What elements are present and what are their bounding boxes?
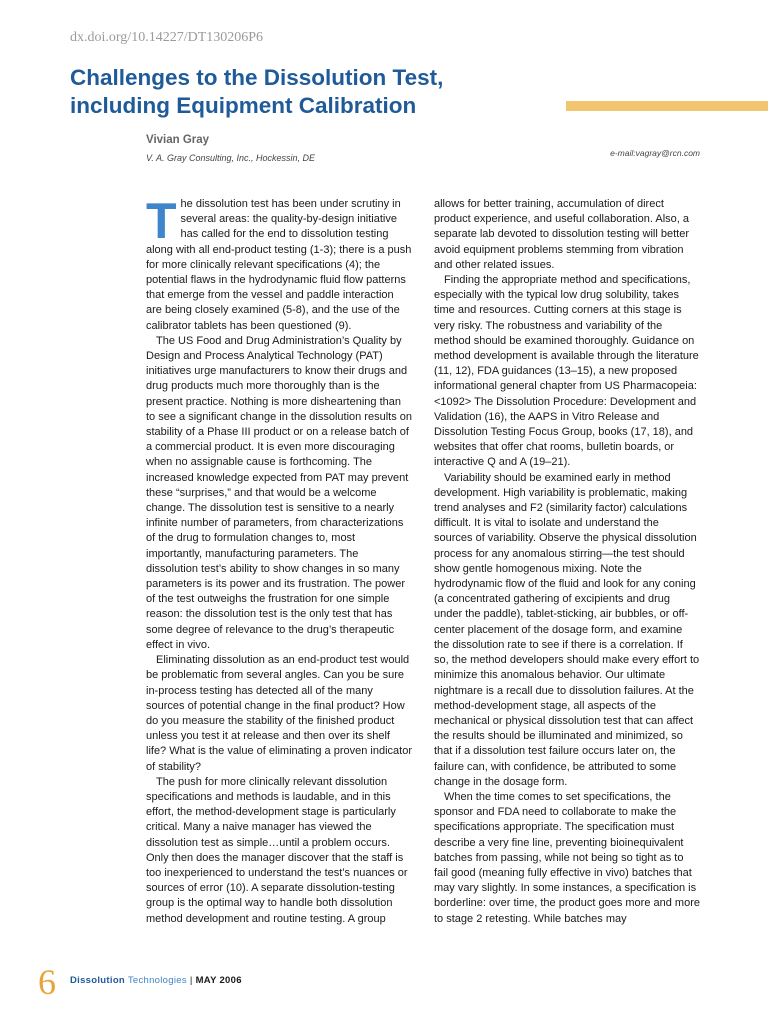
author-name: Vivian Gray bbox=[146, 134, 210, 146]
journal-name-technologies: Technologies bbox=[127, 975, 187, 986]
title-line-1: Challenges to the Dissolution Test, bbox=[70, 65, 444, 90]
paragraph: The dissolution test has been under scrutiny in several areas: the quality-by-design initiative has called for the end to dissolution testing along with all end-product testing (1-3); there is a push for more clinically relevant specifications (4); the potential flaws in the hydrodynamic fluid flow patterns that emerge from the vessel and paddle interaction are being closely examined (5-8), and the use of the calibrator tablets has been questioned (9). bbox=[146, 193, 412, 332]
paragraph: The push for more clinically relevant dissolution specifications and methods is laudable, and in this effort, the method-development stage is particularly critical. Many a naive manager has viewed the dissolution test as simple…until a problem occurs. Only then does the manager discover that the staff is too inexperienced to understand the test’s nuances or sources of error (10). A separate dissolution-testing group is the optimal way to handle both dissolution method development and routine testing. A group bbox=[146, 775, 408, 925]
body-column-left bbox=[146, 193, 412, 927]
paragraph: Variability should be examined early in method development. High variability is problematic, making trend analyses and F2 (similarity factor) calculations difficult. It is vital to isolate and understand the sources of variability. Observe the physical dissolution process for any anomalous stirring—the test should show gentle homogenous mixing. Note the hydrodynamic flow of the fluid and look for any coning (a concentrated gathering of excipients and drug under the paddle), tablet-sticking, air bubbles, or off-center placement of the dosage form, and examine the dissolution rate to see if there is a correlation. If so, the method developers should make every effort to minimize this anomalous behavior. Our ultimate nightmare is a recall due to dissolution failures. At the method-development stage, all aspects of the mechanical or physical dissolution test that can affect the results should be illuminated and minimized, so that if a dissolution test failure occurs later on, the failure can, with confidence, be attributed to some change in the dosage form. bbox=[434, 471, 700, 788]
paragraph: Eliminating dissolution as an end-product test would be problematic from several angles. Can you be sure in-process testing has detected all of the many sources of potential change in the final product? How do you measure the stability of the finished product unless you test it at release and then over its shelf life? What is the value of eliminating a proven indicator of stability? bbox=[146, 654, 412, 773]
paragraph: Finding the appropriate method and specifications, especially with the typical low drug solubility, takes time and resources. Cutting corners at this stage is very risky. The robustness and variability of the method should be examined thoroughly. Guidance on method development is available through the literature (11, 12), FDA guidances (13–15), a new proposed informational general chapter from US Pharmacopeia: <1092> The Dissolution Procedure: Development and Validation (16), the AAPS in Vitro Release and Dissolution Testing Focus Group, books (17, 18), and websites that offer chat rooms, bulletin boards, or interactive Q and A (19–21). bbox=[434, 274, 699, 469]
author-affiliation: V. A. Gray Consulting, Inc., Hockessin, DE bbox=[146, 153, 316, 163]
doi-link[interactable]: dx.doi.org/10.14227/DT130206P6 bbox=[70, 30, 264, 45]
author-email[interactable]: e-mail:vagray@rcn.com bbox=[610, 148, 700, 158]
body-column-right bbox=[434, 197, 700, 927]
paragraph: When the time comes to set specifications, the sponsor and FDA need to collaborate to make the specifications appropriate. The specification must describe a very fine line, preventing bioinequivalent batches from passing, while not being so tight as to fail good (meaning fully effective in vivo) batches that may vary slightly. In some instances, a specification is borderline: over time, the product goes more and more to stage 2 retesting. While batches may bbox=[434, 790, 700, 925]
decorative-accent-bar bbox=[566, 101, 768, 111]
journal-footer bbox=[70, 975, 242, 986]
article-title bbox=[70, 64, 590, 120]
title-line-2: including Equipment Calibration bbox=[70, 93, 417, 118]
paragraph: The US Food and Drug Administration’s Quality by Design and Process Analytical Technology (PAT) initiatives urge manufacturers to know their drugs and drug products much more thoroughly than is the present practice. Nothing is more disheartening than to see a significant change in the dissolution results on stability of a Phase III product or on a release batch of a commercial product. It is even more discouraging when no assignable cause is forthcoming. The increased knowledge expected from PAT may prevent these “surprises,” and that would be a welcome change. The dissolution test is sensitive to a nearly infinite number of parameters, from characterizations of the drug to formulation changes to, most importantly, manufacturing parameters. The dissolution test’s ability to show changes in so many parameters is its power and its frustration. The power of the test outweighs the frustration for one simple reason: the dissolution test is the only test that has some degree of relevance to the drug’s therapeutic effect in vivo. bbox=[146, 334, 412, 651]
footer-separator: | bbox=[189, 975, 193, 986]
journal-name-dissolution: Dissolution bbox=[70, 975, 126, 986]
paragraph: allows for better training, accumulation of direct product experience, and useful collaboration. Also, a separate lab devoted to dissolution testing will better avoid equipment problems stemming from vibration and other related issues. bbox=[434, 198, 689, 271]
page-number: 6 bbox=[38, 962, 56, 1002]
issue-date: MAY 2006 bbox=[195, 975, 242, 986]
drop-cap: T bbox=[146, 193, 177, 249]
